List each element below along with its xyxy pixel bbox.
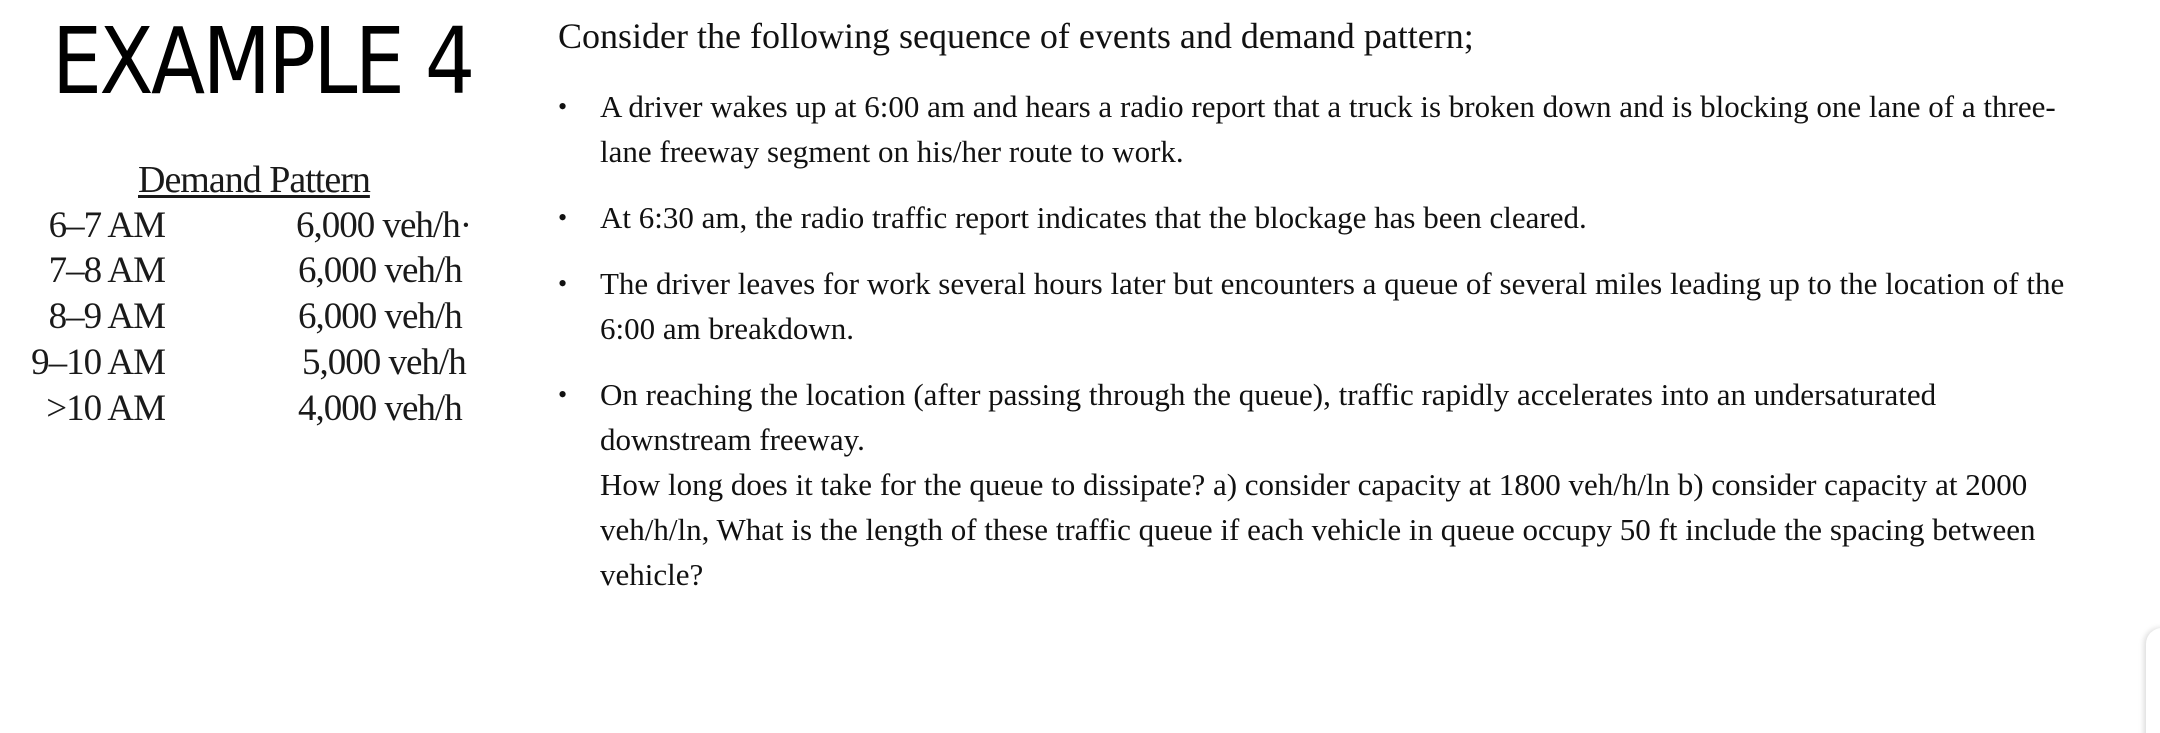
demand-rate: 4,000 veh/h — [298, 388, 462, 429]
demand-hour: 7–8 AM — [48, 250, 165, 291]
event-item — [558, 195, 2088, 240]
demand-hour: 8–9 AM — [48, 296, 165, 337]
bullet-icon: • — [558, 92, 568, 121]
example-title: EXAMPLE 4 — [52, 8, 473, 115]
demand-row — [0, 204, 520, 248]
problem-statement — [558, 10, 2088, 618]
bullet-icon: • — [558, 269, 568, 298]
demand-rate: 5,000 veh/h — [302, 342, 466, 383]
demand-row — [0, 341, 520, 385]
event-item — [558, 84, 2088, 174]
demand-hour: >10 AM — [46, 388, 165, 429]
bullet-icon: • — [558, 380, 568, 409]
demand-row — [0, 249, 520, 293]
event-item — [558, 372, 2088, 597]
demand-row — [0, 295, 520, 339]
demand-hour: 9–10 AM — [31, 342, 165, 383]
demand-rate: 6,000 veh/h· — [296, 205, 472, 246]
demand-rate: 6,000 veh/h — [298, 296, 462, 337]
event-text: At 6:30 am, the radio traffic report indicates that the blockage has been cleared. — [600, 200, 1587, 235]
event-text: On reaching the location (after passing through the queue), traffic rapidly accelerates into an undersaturated downstream freeway. — [600, 377, 1937, 457]
event-text: A driver wakes up at 6:00 am and hears a radio report that a truck is broken down and is blocking one lane of a three-lane freeway segment on his/her route to work. — [600, 89, 2056, 169]
event-list — [558, 84, 2088, 597]
event-text: The driver leaves for work several hours later but encounters a queue of several miles leading up to the location of the 6:00 am breakdown. — [600, 266, 2065, 346]
bullet-icon: • — [558, 203, 568, 232]
event-item — [558, 261, 2088, 351]
demand-hour: 6–7 AM — [48, 205, 165, 246]
intro-text: Consider the following sequence of events and demand pattern; — [558, 16, 1474, 56]
demand-rate: 6,000 veh/h — [298, 250, 462, 291]
edge-tab[interactable] — [2146, 628, 2160, 733]
demand-row — [0, 387, 520, 431]
question-text: How long does it take for the queue to dissipate? a) consider capacity at 1800 veh/h/ln b) consider capacity at 2000 veh/h/ln, What is the length of these traffic queue if each vehicle in queue occupy 50 ft include the spacing between vehicle? — [600, 467, 2036, 592]
demand-pattern-heading: Demand Pattern — [138, 159, 370, 201]
